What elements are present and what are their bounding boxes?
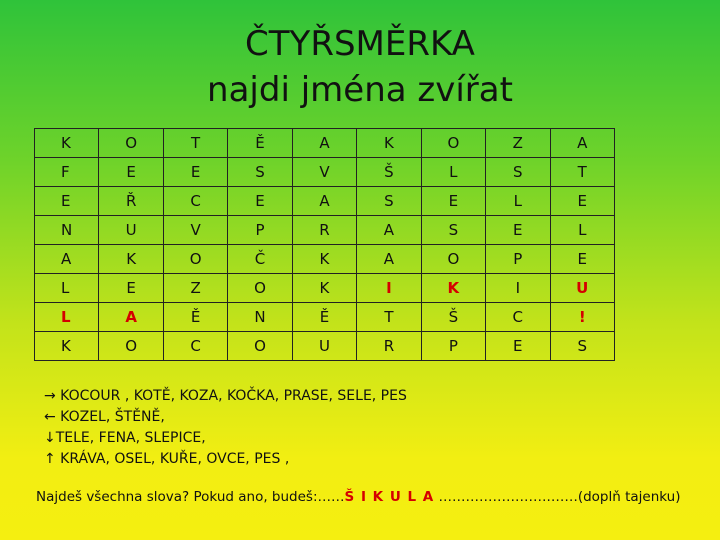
- grid-cell: A: [99, 303, 163, 332]
- grid-cell: E: [99, 274, 163, 303]
- grid-cell: O: [228, 332, 292, 361]
- grid-cell: K: [35, 332, 99, 361]
- grid-cell: Š: [357, 158, 421, 187]
- grid-cell: K: [421, 274, 485, 303]
- grid-cell: Ě: [228, 129, 292, 158]
- grid-cell: K: [292, 245, 356, 274]
- grid-cell: E: [35, 187, 99, 216]
- hint-down: ↓TELE, FENA, SLEPICE,: [44, 430, 206, 446]
- grid-cell: Č: [228, 245, 292, 274]
- grid-cell: O: [99, 129, 163, 158]
- grid-cell: T: [357, 303, 421, 332]
- grid-cell: O: [163, 245, 227, 274]
- grid-cell: A: [357, 216, 421, 245]
- grid-cell: I: [357, 274, 421, 303]
- grid-cell: Z: [486, 129, 550, 158]
- grid-cell: S: [421, 216, 485, 245]
- secret-word-answer: Š I K U L A: [344, 489, 435, 505]
- grid-row: [35, 187, 615, 216]
- grid-cell: S: [550, 332, 615, 361]
- grid-cell: A: [292, 187, 356, 216]
- grid-cell: E: [486, 332, 550, 361]
- grid-cell: A: [550, 129, 615, 158]
- grid-cell: L: [35, 274, 99, 303]
- grid-cell: P: [228, 216, 292, 245]
- secret-word-line: [36, 489, 681, 505]
- grid-cell: L: [550, 216, 615, 245]
- grid-cell: C: [163, 187, 227, 216]
- grid-cell: K: [292, 274, 356, 303]
- grid-cell: U: [99, 216, 163, 245]
- hint-left: ← KOZEL, ŠTĚNĚ,: [44, 409, 165, 425]
- grid-cell: O: [99, 332, 163, 361]
- grid-row: [35, 245, 615, 274]
- hint-right: → KOCOUR , KOTĚ, KOZA, KOČKA, PRASE, SELE, PES: [44, 388, 407, 404]
- grid-cell: R: [357, 332, 421, 361]
- grid-cell: E: [550, 245, 615, 274]
- grid-cell: R: [292, 216, 356, 245]
- grid-cell: S: [228, 158, 292, 187]
- grid-cell: N: [228, 303, 292, 332]
- grid-cell: A: [357, 245, 421, 274]
- grid-cell: O: [421, 245, 485, 274]
- grid-cell: E: [99, 158, 163, 187]
- grid-cell: I: [486, 274, 550, 303]
- grid-cell: !: [550, 303, 615, 332]
- puzzle-title: ČTYŘSMĚRKA: [245, 24, 475, 64]
- grid-cell: E: [163, 158, 227, 187]
- grid-cell: E: [228, 187, 292, 216]
- grid-cell: E: [486, 216, 550, 245]
- grid-cell: E: [550, 187, 615, 216]
- grid-cell: Š: [421, 303, 485, 332]
- grid-row: [35, 274, 615, 303]
- grid-cell: U: [292, 332, 356, 361]
- grid-row: [35, 332, 615, 361]
- grid-row: [35, 158, 615, 187]
- grid-cell: A: [292, 129, 356, 158]
- grid-row: [35, 216, 615, 245]
- grid-cell: K: [99, 245, 163, 274]
- grid-cell: N: [35, 216, 99, 245]
- grid-cell: O: [421, 129, 485, 158]
- footer-instruction: …………………….……(doplň tajenku): [434, 489, 681, 505]
- word-search-grid: [34, 128, 615, 361]
- grid-cell: P: [486, 245, 550, 274]
- grid-cell: S: [357, 187, 421, 216]
- hint-up: ↑ KRÁVA, OSEL, KUŘE, OVCE, PES ,: [44, 451, 290, 467]
- grid-cell: L: [421, 158, 485, 187]
- grid-cell: C: [163, 332, 227, 361]
- grid-cell: V: [163, 216, 227, 245]
- grid-cell: K: [35, 129, 99, 158]
- grid-cell: C: [486, 303, 550, 332]
- grid-row: [35, 129, 615, 158]
- grid-cell: V: [292, 158, 356, 187]
- footer-question: Najdeš všechna slova? Pokud ano, budeš:……: [36, 489, 345, 505]
- word-hints: [44, 386, 407, 470]
- grid-cell: Ř: [99, 187, 163, 216]
- grid-cell: F: [35, 158, 99, 187]
- grid-cell: K: [357, 129, 421, 158]
- grid-cell: S: [486, 158, 550, 187]
- grid-cell: P: [421, 332, 485, 361]
- grid-cell: E: [421, 187, 485, 216]
- grid-cell: U: [550, 274, 615, 303]
- grid-cell: A: [35, 245, 99, 274]
- grid-cell: Z: [163, 274, 227, 303]
- grid-cell: Ě: [292, 303, 356, 332]
- grid-row: [35, 303, 615, 332]
- grid-cell: T: [163, 129, 227, 158]
- grid-cell: Ě: [163, 303, 227, 332]
- grid-cell: O: [228, 274, 292, 303]
- puzzle-subtitle: najdi jména zvířat: [207, 70, 513, 110]
- grid-cell: L: [486, 187, 550, 216]
- grid-cell: L: [35, 303, 99, 332]
- grid-cell: T: [550, 158, 615, 187]
